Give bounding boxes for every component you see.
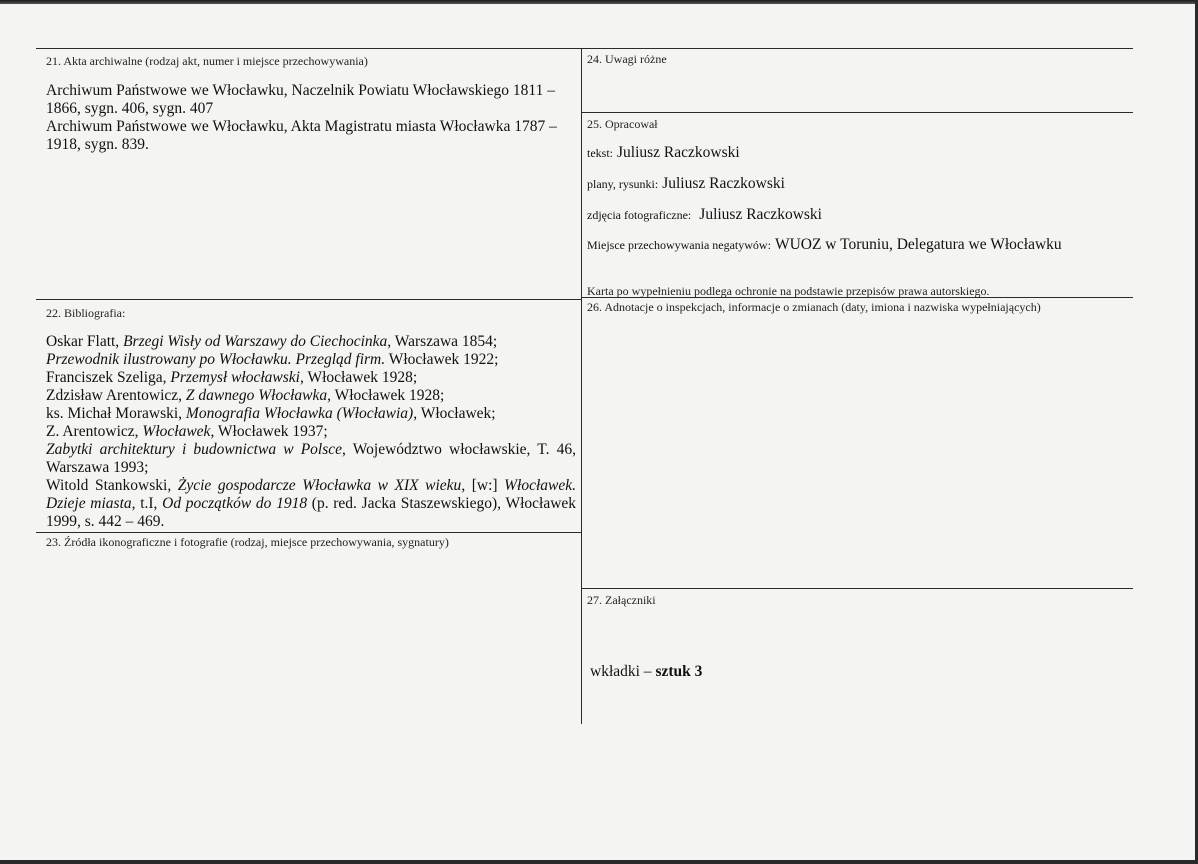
bib-entry: Warszawa 1993; — [46, 459, 149, 476]
rule-21-22 — [36, 299, 582, 300]
author-photos-field — [587, 206, 822, 224]
s21-line-3: Archiwum Państwowe we Włocławku, Akta Magistratu miasta Włocławka 1787 – — [46, 118, 557, 135]
bib-entry: Zdzisław Arentowicz, Z dawnego Włocławka, Włocławek 1928; — [46, 387, 445, 404]
author-photos-key: zdjęcia fotograficzne: — [587, 208, 692, 222]
author-drawings-key: plany, rysunki: — [587, 177, 659, 191]
author-photos-value: Juliusz Raczkowski — [699, 206, 822, 223]
rule-26-27 — [581, 588, 1133, 589]
author-drawings-field — [587, 175, 785, 193]
bib-entry: ks. Michał Morawski, Monografia Włocławka (Włocławia), Włocławek; — [46, 405, 496, 422]
section-21-label: 21. Akta archiwalne (rodzaj akt, numer i miejsce przechowywania) — [46, 54, 368, 68]
section-26-label: 26. Adnotacje o inspekcjach, informacje o zmianach (daty, imiona i nazwiska wypełniających) — [587, 300, 1041, 314]
section-22-label: 22. Bibliografia: — [46, 306, 126, 320]
bottom-edge-shadow — [0, 860, 1198, 864]
bib-entry: Witold Stankowski, Życie gospodarcze Włocławka w XIX wieku, [w:] Włocławek. — [46, 477, 576, 494]
section-21-text — [46, 82, 576, 154]
top-edge-shadow — [0, 0, 1198, 4]
author-text-field — [587, 144, 740, 162]
bib-entry: Z. Arentowicz, Włocławek, Włocławek 1937; — [46, 423, 328, 440]
section-24-label: 24. Uwagi różne — [587, 52, 667, 66]
bib-entry: Dzieje miasta, t.I, Od początków do 1918 (p. red. Jacka Staszewskiego), Włocławek — [46, 495, 577, 512]
rule-top — [36, 48, 1133, 49]
section-25-label: 25. Opracował — [587, 117, 658, 131]
bib-entry: 1999, s. 442 – 469. — [46, 513, 165, 530]
bib-entry: Zabytki architektury i budownictwa w Polsce, Województwo włocławskie, T. 46, — [46, 441, 576, 458]
copyright-note: Karta po wypełnieniu podlega ochronie na podstawie przepisów prawa autorskiego. — [587, 284, 990, 298]
s21-line-2: 1866, sygn. 406, sygn. 407 — [46, 100, 214, 117]
negatives-location-field — [587, 236, 1062, 254]
section-23-label: 23. Źródła ikonograficzne i fotografie (rodzaj, miejsce przechowywania, sygnatury) — [46, 535, 449, 549]
attachments-inserts-label: wkładki – — [590, 663, 656, 680]
negatives-location-value: WUOZ w Toruniu, Delegatura we Włocławku — [774, 236, 1062, 253]
negatives-location-key: Miejsce przechowywania negatywów: — [587, 238, 771, 252]
rule-22-23 — [36, 532, 582, 533]
bibliography-list — [46, 333, 576, 531]
attachments-count: sztuk 3 — [655, 663, 703, 680]
rule-center — [581, 48, 582, 724]
bib-entry: Przewodnik ilustrowany po Włocławku. Przegląd firm. Włocławek 1922; — [46, 351, 499, 368]
author-text-key: tekst: — [587, 146, 613, 160]
s21-line-4: 1918, sygn. 839. — [46, 136, 149, 153]
attachments-value — [590, 663, 702, 681]
rule-24-25 — [581, 112, 1133, 113]
s21-line-1: Archiwum Państwowe we Włocławku, Naczelnik Powiatu Włocławskiego 1811 – — [46, 82, 555, 99]
section-27-label: 27. Załączniki — [587, 593, 656, 607]
author-drawings-value: Juliusz Raczkowski — [662, 175, 785, 192]
bib-entry: Oskar Flatt, Brzegi Wisły od Warszawy do Ciechocinka, Warszawa 1854; — [46, 333, 498, 350]
bib-entry: Franciszek Szeliga, Przemysł włocławski, Włocławek 1928; — [46, 369, 418, 386]
author-text-value: Juliusz Raczkowski — [617, 144, 740, 161]
